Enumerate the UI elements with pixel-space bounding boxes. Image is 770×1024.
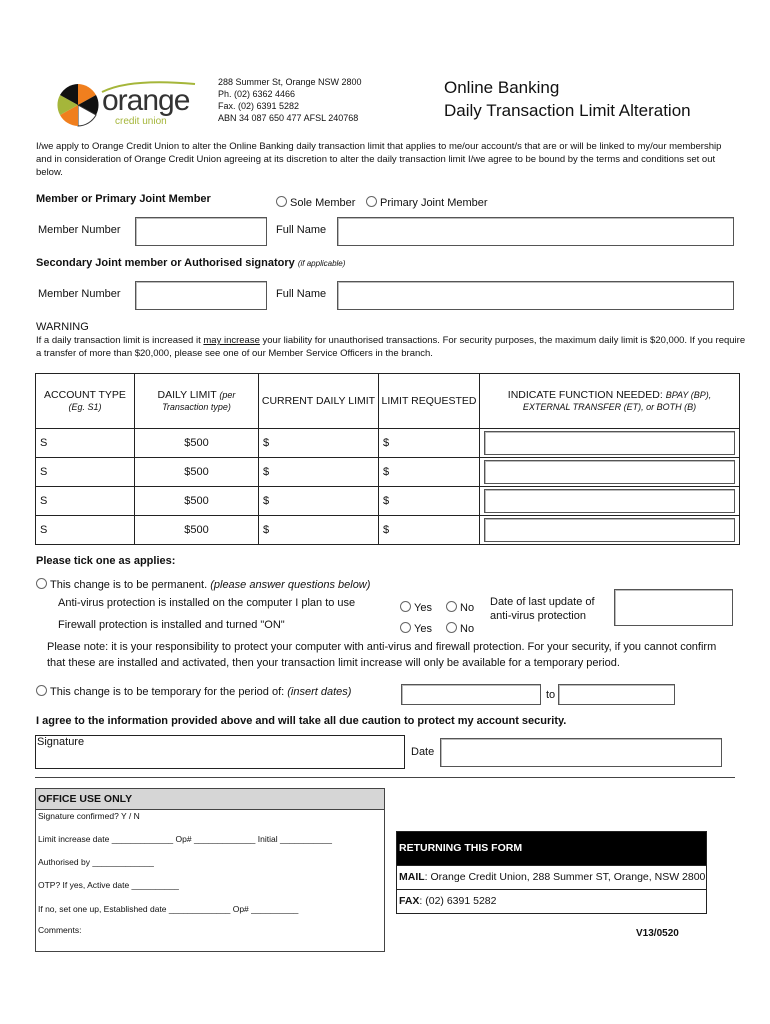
title-line-1: Online Banking <box>444 78 560 97</box>
account-type-cell[interactable]: S <box>36 516 135 545</box>
logo <box>55 78 200 130</box>
table-row <box>36 458 740 487</box>
daily-limit-cell: $500 <box>135 487 259 516</box>
primary-joint-radio[interactable] <box>366 196 488 209</box>
function-cell <box>480 429 740 458</box>
limit-requested-cell[interactable]: $ <box>379 516 480 545</box>
radio-icon <box>36 578 47 589</box>
office-heading: OFFICE USE ONLY <box>36 789 384 810</box>
antivirus-label: Anti-virus protection is installed on the computer I plan to use <box>58 597 356 609</box>
header-function: INDICATE FUNCTION NEEDED: BPAY (BP), EXTERNAL TRANSFER (ET), or BOTH (B) <box>480 374 740 429</box>
table-row <box>36 516 740 545</box>
radio-icon <box>446 601 457 612</box>
table-row <box>36 429 740 458</box>
header-limit-requested: LIMIT REQUESTED <box>379 374 480 429</box>
account-type-cell[interactable]: S <box>36 429 135 458</box>
divider <box>35 777 735 778</box>
warning-text-1: If a daily transaction limit is increased it <box>36 335 204 346</box>
header-current-limit: CURRENT DAILY LIMIT <box>259 374 379 429</box>
office-line: Authorised by _____________ <box>38 857 154 867</box>
secondary-member-number-label: Member Number <box>38 288 121 300</box>
function-cell <box>480 458 740 487</box>
returning-box <box>396 831 707 914</box>
logo-pinwheel-icon <box>55 82 101 128</box>
temporary-note: (insert dates) <box>287 686 352 698</box>
no-label: No <box>460 602 475 614</box>
permanent-label: This change is to be permanent. <box>50 579 208 591</box>
logo-text: orange <box>102 84 190 117</box>
radio-icon <box>400 622 411 633</box>
to-label: to <box>546 689 556 701</box>
radio-icon <box>276 196 287 207</box>
radio-icon <box>36 685 47 696</box>
tick-heading: Please tick one as applies: <box>36 555 176 567</box>
office-line: Comments: <box>38 925 82 935</box>
phone-line: Ph. (02) 6362 4466 <box>218 89 296 99</box>
office-line: Limit increase date _____________ Op# _____________ Initial ___________ <box>38 834 332 844</box>
function-input[interactable] <box>484 431 735 455</box>
daily-limit-cell: $500 <box>135 429 259 458</box>
account-type-cell[interactable]: S <box>36 458 135 487</box>
date-label: Date <box>411 746 435 758</box>
primary-joint-label: Primary Joint Member <box>380 197 488 209</box>
intro-paragraph: I/we apply to Orange Credit Union to alter the Online Banking daily transaction limit that applies to me/our account/s that are or will be linked to my/our membership and in consideration of Orange Credit Union agreeing at its discretion to alter the daily transaction limit I/we agree to be bound by the terms and conditions set out below. <box>36 141 722 178</box>
daily-limit-cell: $500 <box>135 458 259 487</box>
limit-requested-cell[interactable]: $ <box>379 458 480 487</box>
antivirus-yes-radio[interactable] <box>400 601 432 614</box>
account-type-cell[interactable]: S <box>36 487 135 516</box>
daily-limit-cell: $500 <box>135 516 259 545</box>
primary-heading: Member or Primary Joint Member <box>36 193 211 205</box>
title-line-2: Daily Transaction Limit Alteration <box>444 101 691 120</box>
secondary-note: (if applicable) <box>297 259 346 268</box>
last-update-label: Date of last update of anti-virus protection <box>490 596 595 622</box>
secondary-member-number-input[interactable] <box>135 281 267 310</box>
temporary-to-input[interactable] <box>558 684 675 705</box>
yes-label: Yes <box>414 623 432 635</box>
temporary-from-input[interactable] <box>401 684 541 705</box>
current-limit-cell[interactable]: $ <box>259 458 379 487</box>
warning-title: WARNING <box>36 321 89 333</box>
sole-member-radio[interactable] <box>276 196 355 209</box>
full-name-label: Full Name <box>276 224 327 236</box>
firewall-label: Firewall protection is installed and turned "ON" <box>58 619 285 631</box>
limit-requested-cell[interactable]: $ <box>379 487 480 516</box>
returning-heading: RETURNING THIS FORM <box>397 832 706 865</box>
firewall-no-radio[interactable] <box>446 622 474 635</box>
secondary-full-name-label: Full Name <box>276 288 327 300</box>
member-number-label: Member Number <box>38 224 121 236</box>
fax-row: FAX: (02) 6391 5282 <box>397 889 706 913</box>
permanent-radio[interactable] <box>36 578 370 591</box>
sole-member-label: Sole Member <box>290 197 356 209</box>
member-number-input[interactable] <box>135 217 267 246</box>
office-line: OTP? If yes, Active date __________ <box>38 880 179 890</box>
warning-text-2: your liability for unauthorised transactions. For security purposes, the maximum daily limit is $20,000. If you require a transfer of more than $20,000, please see one of our Member Service Officers in the branch. <box>36 335 746 359</box>
temporary-radio[interactable] <box>36 685 351 698</box>
table-row <box>36 487 740 516</box>
yes-label: Yes <box>414 602 432 614</box>
signature-input[interactable] <box>35 735 405 769</box>
permanent-note: (please answer questions below) <box>210 579 371 591</box>
table-header-row <box>36 374 740 429</box>
agreement-text: I agree to the information provided above and will take all due caution to protect my account security. <box>36 715 567 727</box>
last-update-input[interactable] <box>614 589 733 626</box>
page-title <box>444 76 691 122</box>
radio-icon <box>400 601 411 612</box>
limit-requested-cell[interactable]: $ <box>379 429 480 458</box>
function-input[interactable] <box>484 518 735 542</box>
security-note: Please note: it is your responsibility to protect your computer with anti-virus and firewall protection. For your security, if you cannot confirm that these are installed and activated, then your transaction limit increase will only be available for a temporary period. <box>47 641 717 669</box>
version-label: V13/0520 <box>636 928 679 939</box>
function-input[interactable] <box>484 489 735 513</box>
current-limit-cell[interactable]: $ <box>259 516 379 545</box>
logo-subtext: credit union <box>115 116 167 127</box>
signature-label: Signature <box>37 736 85 748</box>
fax-line: Fax. (02) 6391 5282 <box>218 101 300 111</box>
date-input[interactable] <box>440 738 722 767</box>
current-limit-cell[interactable]: $ <box>259 487 379 516</box>
address-block <box>218 76 362 124</box>
radio-icon <box>446 622 457 633</box>
temporary-label: This change is to be temporary for the period of: <box>50 686 285 698</box>
function-cell <box>480 516 740 545</box>
firewall-yes-radio[interactable] <box>400 622 432 635</box>
full-name-input[interactable] <box>337 217 734 246</box>
limits-table <box>35 373 740 545</box>
secondary-full-name-input[interactable] <box>337 281 734 310</box>
warning-text <box>36 334 746 360</box>
office-line: Signature confirmed? Y / N <box>38 811 140 821</box>
office-use-box <box>35 788 385 952</box>
secondary-heading <box>36 257 345 269</box>
secondary-heading-text: Secondary Joint member or Authorised signatory <box>36 257 295 269</box>
mail-row: MAIL: Orange Credit Union, 288 Summer ST, Orange, NSW 2800 <box>397 865 706 889</box>
function-cell <box>480 487 740 516</box>
office-line: If no, set one up, Established date _____________ Op# __________ <box>38 904 299 914</box>
no-label: No <box>460 623 475 635</box>
header-daily-limit: DAILY LIMIT (per Transaction type) <box>135 374 259 429</box>
antivirus-no-radio[interactable] <box>446 601 474 614</box>
abn-line: ABN 34 087 650 477 AFSL 240768 <box>218 113 359 123</box>
address-line: 288 Summer St, Orange NSW 2800 <box>218 77 362 87</box>
warning-underline: may increase <box>203 335 260 346</box>
function-input[interactable] <box>484 460 735 484</box>
radio-icon <box>366 196 377 207</box>
header-account-type: ACCOUNT TYPE (Eg. S1) <box>36 374 135 429</box>
current-limit-cell[interactable]: $ <box>259 429 379 458</box>
